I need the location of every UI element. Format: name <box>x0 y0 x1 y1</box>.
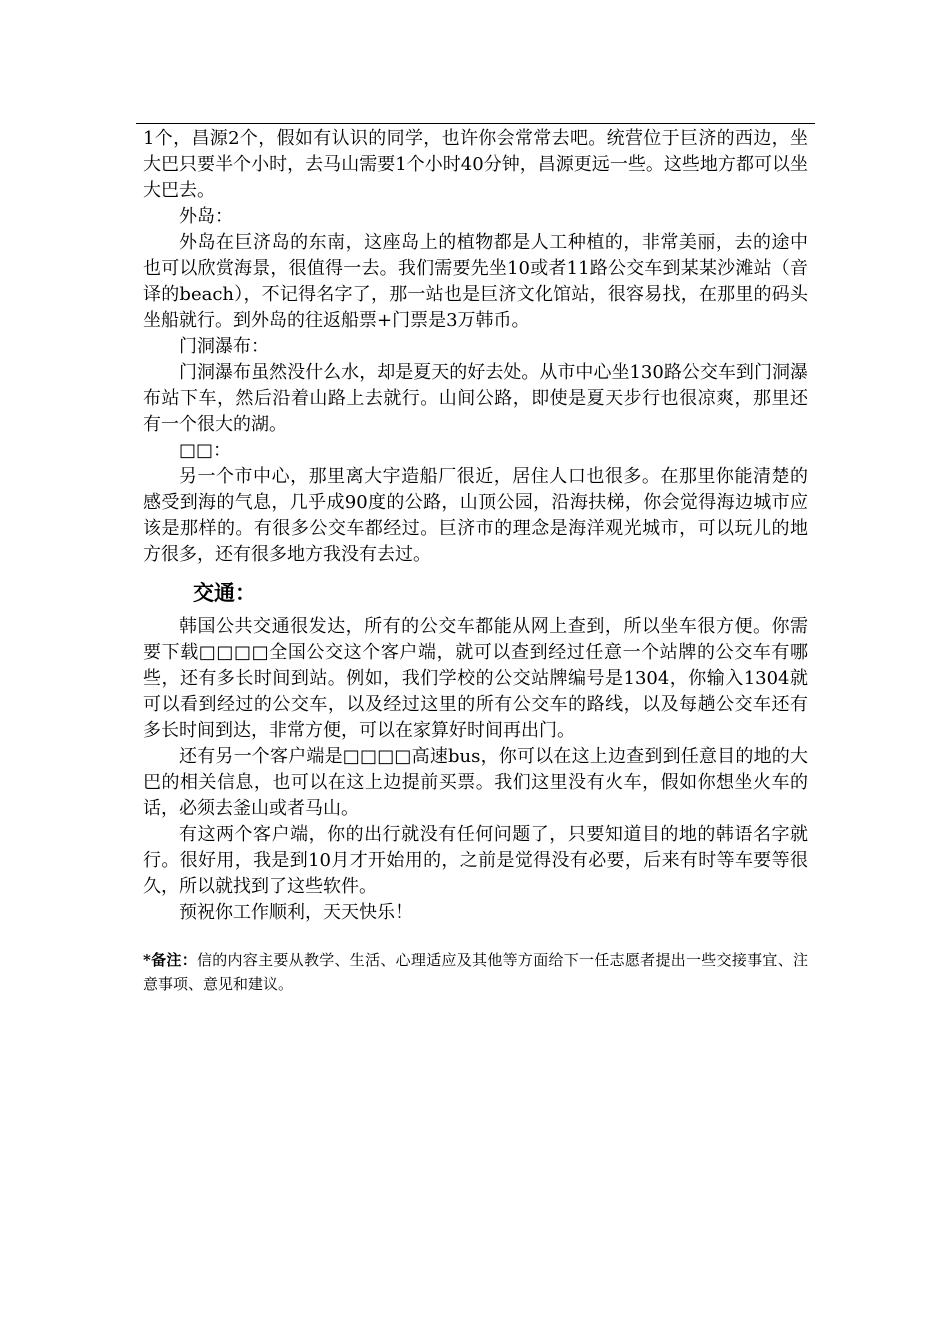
closing-wish: 预祝你工作顺利，天天快乐！ <box>179 902 413 923</box>
mendong-title: 门洞瀑布： <box>179 336 269 357</box>
mendong-paragraph: 门洞瀑布虽然没什么水，却是夏天的好去处。从市中心坐130路公交车到门洞瀑布站下车，然后沿着山路上去就行。山间公路，即使是夏天步行也很凉爽，那里还有一个很大的湖。 <box>143 362 808 435</box>
transport-heading: 交通： <box>193 581 256 605</box>
waidao-paragraph: 外岛在巨济岛的东南，这座岛上的植物都是人工种植的，非常美丽，去的途中也可以欣赏海景，很值得一去。我们需要先坐10或者11路公交车到某某沙滩站（音译的beach），不记得名字了，那一站也是巨济文化馆站，很容易找，在那里的码头坐船就行。到外岛的往返船票+门票是3万韩币。 <box>143 232 808 331</box>
header-rule <box>136 123 815 124</box>
footnote-text: 信的内容主要从教学、生活、心理适应及其他等方面给下一任志愿者提出一些交接事宜、注意事项、意见和建议。 <box>143 951 808 993</box>
other-paragraph: 另一个市中心，那里离大宇造船厂很近，居住人口也很多。在那里你能清楚的感受到海的气息，几乎成90度的公路，山顶公园，沿海扶梯，你会觉得海边城市应该是那样的。有很多公交车都经过。巨济市的理念是海洋观光城市，可以玩儿的地方很多，还有很多地方我没有去过。 <box>143 466 808 565</box>
footnote <box>143 948 808 996</box>
document-body <box>143 126 808 996</box>
intro-paragraph: 1个，昌源2个，假如有认识的同学，也许你会常常去吧。统营位于巨济的西边，坐大巴只要半个小时，去马山需要1个小时40分钟，昌源更远一些。这些地方都可以坐大巴去。 <box>143 128 808 201</box>
transport-paragraph-1: 韩国公共交通很发达，所有的公交车都能从网上查到，所以坐车很方便。你需要下载□□□□全国公交这个客户端，就可以查到经过任意一个站牌的公交车有哪些，还有多长时间到站。例如，我们学校的公交站牌编号是1304，你输入1304就可以看到经过的公交车，以及经过这里的所有公交车的路线，以及每趟公交车还有多长时间到达，非常方便，可以在家算好时间再出门。 <box>143 616 808 741</box>
other-title: □□： <box>179 440 232 461</box>
footnote-mark: *备注： <box>143 951 197 969</box>
waidao-title: 外岛： <box>179 206 233 227</box>
transport-paragraph-2: 还有另一个客户端是□□□□高速bus，你可以在这上边查到到任意目的地的大巴的相关信息，也可以在这上边提前买票。我们这里没有火车，假如你想坐火车的话，必须去釜山或者马山。 <box>143 746 808 819</box>
transport-paragraph-3: 有这两个客户端，你的出行就没有任何问题了，只要知道目的地的韩语名字就行。很好用，我是到10月才开始用的，之前是觉得没有必要，后来有时等车要等很久，所以就找到了这些软件。 <box>143 824 808 897</box>
